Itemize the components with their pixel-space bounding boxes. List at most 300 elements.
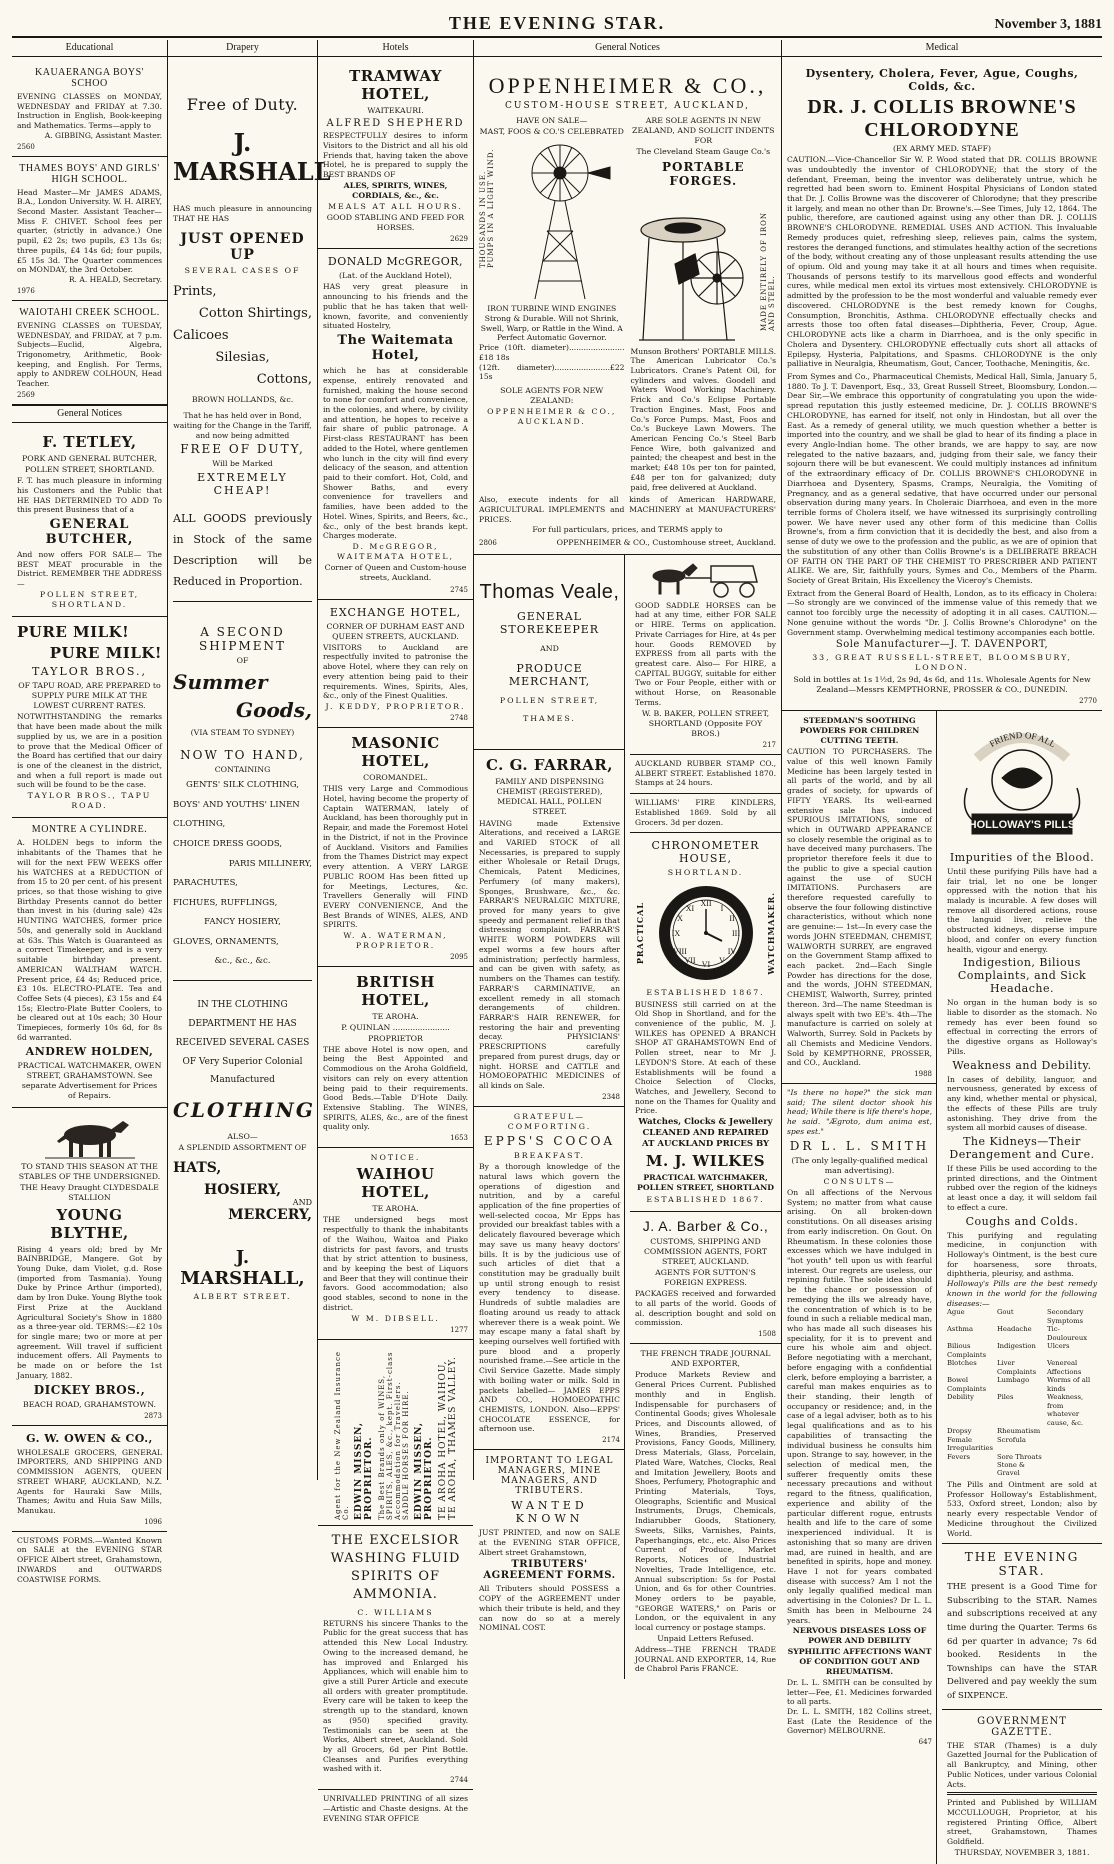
- ad-highlight: HATS,: [173, 1159, 222, 1176]
- ad-signature: TAYLOR BROS., TAPU ROAD.: [27, 791, 152, 811]
- goods-item: BOYS' AND YOUTHS' LINEN CLOTHING,: [173, 799, 300, 830]
- ad-address: POLLEN STREET, SHORTLAND.: [39, 589, 140, 609]
- newspaper-title: THE EVENING STAR.: [448, 13, 666, 33]
- column-heading: Hotels: [318, 40, 473, 57]
- disease-item: Ague: [947, 1308, 965, 1317]
- ad-text: MEALS AT ALL HOURS.: [328, 201, 463, 211]
- fabric-item: Cotton Shirtings,: [198, 305, 312, 321]
- ad-body: By a thorough knowledge of the natural laws which govern the operations of digestion and nutrition, and by a careful application of the fine properties of well-selected cocoa, Mr Epps has provided our breakfast tables with a delicately flavoured beverage which may save us many heavy doctors' bills. It is by the judicious use of such articles of diet that a constitution may be gradually built up until strong enough to resist every tendency to disease. Hundreds of subtle maladies are floating around us ready to attack wherever there is a weak point. We may escape many a fatal shaft by keeping ourselves well fortified with pure blood and a properly nourished frame.—See article in the Civil Service Gazette. Made simply with boiling water or milk. Sold in packets labelled— JAMES EPPS AND CO., HOMOEOPATHIC CHEMISTS, LONDON. Also—EPPS' CHOCOLATE ESSENCE, for afternoon use.: [479, 1162, 620, 1434]
- ad-text: GOOD STABLING AND FEED FOR HORSES.: [326, 213, 465, 233]
- ad-body: CUSTOMS FORMS.—Wanted Known on SALE at the EVENING STAR OFFICE Albert street, Grahamstown, INWARDS and OUTWARDS COASTWISE FORMS.: [17, 1535, 162, 1584]
- ad-body: F. T. has much pleasure in informing his Customers and the Public that HE HAS DETERMINED TO ADD To this present Business that of a: [17, 476, 162, 515]
- ad-number: 1976: [17, 286, 35, 295]
- ad-signature: A. GIBBING, Assistant Master.: [44, 130, 162, 140]
- ad-body: which he has at considerable expense, entirely renovated and furnished, making the house second to none for comfort and convenience, in the colonies, and where, by civility and attention, he hopes to receive a fair share of public patronage. A First-class RESTAURANT has been added to the Hotel, where gentlemen who lunch in the city will find every delicacy of the season, and attention paid to their comfort. Hot, Cold, and Shower Baths, and every convenience for travellers and families, have been added to the Hotel. Wines, Spirits, and Beers, &c., &c., only of the best brands kept. Charges moderate.: [323, 366, 468, 541]
- ad-address: BEACH ROAD, GRAHAMSTOWN.: [22, 1399, 156, 1409]
- disease-item: Female Irregularities: [947, 1435, 993, 1453]
- ad-highlight: The Waitemata Hotel,: [337, 333, 454, 364]
- ad-text: AGENTS FOR SUTTON'S FOREIGN EXPRESS.: [655, 1268, 756, 1288]
- disease-item: Liver Complaints: [997, 1359, 1037, 1376]
- ad-body: On all affections of the Nervous System; no matter from what cause arising. On all broken-down constitutions. On all diseases arising from early indiscretion. On Gout. On Rheumatism. In these colonies those excesses which we have indulged in "hot youth" tell upon us with fearful interest. Our regrets are useless, our repining futile. The sole idea should be the chance or possession of remedying the ills we already have, the concentration of which is to be found in such a reliable medical man, who has made all such diseases his speciality, for it is to prevent and cure his whole aim and object. Before negotiating with a merchant, before engaging with a confidential clerk, before employing a barrister, a careful man makes enquiries as to their standing, their length of occupancy or residence; and, in the case of a legal adviser, both as to his legal qualifications and as to his capabilities of transacting the individual business he consults him upon. Strange to say, however, in the selection of medical men, the sufferer frequently omits these necessary precautions and without regard to the fitness, qualification, experience and ability of the particular different rogue, entrusts health and life to the care of some inexperienced individual. It is astonishing that so many are driven mad, are ruined in health, and are benefited in spirits, hope and money. Have I not for years combated disease with success? Am I not the only legally qualified medical man advertising in the Colonies? Dr L. L. Smith has been in Melbourne 24 years.: [787, 1187, 932, 1625]
- ad-heading: THE EVENING STAR.: [964, 1550, 1080, 1579]
- ad-number: 2348: [602, 1092, 620, 1101]
- ad-subheading: PRACTICAL WATCHMAKER, POLLEN STREET, SHORTLAND: [637, 1173, 774, 1193]
- ad-waitemata-hotel: [318, 249, 473, 599]
- ad-body: If these Pills be used according to the printed directions, and the Ointment rubbed over the region of the kidneys at least once a day, it will seldom fail to effect a cure.: [947, 1163, 1097, 1212]
- ad-text: OF TAPU ROAD, ARE PREPARED to SUPPLY PURE MILK AT THE LOWEST CURRENT RATES.: [18, 681, 161, 711]
- ad-highlight: ALES, SPIRITS, WINES, CORDIALS, &c., &c.: [343, 180, 448, 200]
- disease-item: Ulcers: [1047, 1342, 1070, 1351]
- ad-body: HAS much pleasure in announcing THAT HE HAS: [173, 204, 312, 223]
- rotated-text: WATCHMAKER.: [766, 892, 776, 975]
- ad-merchant-name: J. MARSHALL: [173, 128, 331, 186]
- ad-notice: NOTICE.: [370, 1153, 421, 1163]
- svg-text:VI: VI: [701, 960, 710, 970]
- ad-proprietor: P. QUINLAN ....................... PROPRIETOR: [341, 1023, 450, 1043]
- ad-body: THE undersigned begs most respectfully to thank the inhabitants of the Waihou, Waitoa and Piako districts for past favors, and trusts that by strict attention to business, and by keeping the best of Liquors and Beer that they will continue their favors. Good accommodation; also good stables, second to none in the district.: [323, 1215, 468, 1312]
- disease-list: [947, 1308, 1097, 1478]
- ad-body: JUST PRINTED, and now on SALE at the EVENING STAR OFFICE, Albert street Grahamstown,: [479, 1528, 620, 1557]
- ad-text: CONSULTS—: [823, 1176, 896, 1186]
- forge-illustration: [635, 194, 755, 344]
- disease-item: Fevers: [947, 1452, 970, 1461]
- ad-text: MAST, FOOS & CO.'S CELEBRATED: [479, 127, 624, 137]
- ad-tagline: Dysentery, Cholera, Fever, Ague, Coughs, Colds, &c.: [805, 67, 1079, 93]
- goods-item: FICHUES, RUFFLINGS,: [173, 897, 278, 908]
- ad-fire-kindlers: [630, 794, 781, 833]
- column-general-notices: [474, 40, 782, 1674]
- ad-body: CAUTION.—Vice-Chancellor Sir W. P. Wood stated that DR. COLLIS BROWNE was undoubtedly the inventor of CHLORODYNE; that the story of the defendant, Freeman, being the inventor was deliberately untrue, which he regretted had been sworn to. Eminent Hospital Physicians of London stated that Dr. J. Collis Browne was the discoverer of Chlorodyne; that they prescribe it largely, and mean no other than Dr. Browne's.—See Times, July 12, 1864. The public, therefore, are cautioned against using any other than DR. J. COLLIS BROWNE'S CHLORODYNE. REMEDIAL USES AND ACTION. This Invaluable Remedy produces quiet, refreshing sleep, relieves pain, calms the system, restores the deranged functions, and stimulates healthy action of the secretions of the body, without creating any of those unpleasant results attending the use of opium. Old and young may take it at all hours and times when requisite. Thousands of persons testify to its marvellous good effects and wonderful cures, while medical men extol its virtues most extensively. CHLORODYNE is admitted by the profession to be the most wonderful and valuable remedy ever discovered. CHLORODYNE is the best remedy known for Coughs, Consumption, Bronchitis, Asthma. CHLORODYNE effectually checks and arrests those too often fatal diseases—Diphtheria, Fever, Croup, Ague. CHLORODYNE acts like a charm in Diarrhoea, and is the only specific in Cholera and Dysentery. CHLORODYNE effectually cuts short all attacks of Epilepsy, Hysteria, Palpitations, and Spasms. CHLORODYNE is the only palliative in Neuralgia, Rheumatism, Gout, Cancer, Toothache, Meningitis, &c.: [787, 155, 1097, 369]
- column-educational: [12, 40, 168, 1584]
- ad-young-blythe: [12, 1108, 167, 1426]
- ad-subheading: GENERAL STOREKEEPER: [499, 609, 600, 636]
- ad-body: NOTWITHSTANDING the remarks that have been made about the milk supplied by us, we are in a position to prove that the Medical Officer of the Board has certified that our dairy is one of the cleanest in the district, and when a full report is made out such will be found to be the case.: [17, 712, 162, 790]
- ad-heading: Free of Duty.: [186, 95, 299, 114]
- ad-body: THE above Hotel is now open, and being the Best Appointed and Commodious on the Aroha Goldfield, visitors can rely on every attention being paid to their requirements. Good Beds.—Table D'Hote Daily. Extensive Stabling. The WINES, SPIRITS, ALES, &c., are of the finest quality only.: [323, 1044, 468, 1132]
- ad-subheading: (Lat. of the Auckland Hotel),: [339, 271, 452, 281]
- disease-item: Sore Throats: [997, 1452, 1042, 1461]
- ad-highlight: MERCERY,: [228, 1206, 312, 1223]
- ad-heading: STEEDMAN'S SOOTHING POWDERS FOR CHILDREN CUTTING TEETH.: [799, 715, 920, 746]
- ad-location: TE AROHA.: [372, 1204, 419, 1214]
- ad-number: 1096: [144, 1517, 162, 1526]
- ad-heading: Impurities of the Blood.: [949, 850, 1095, 864]
- ad-body: All Tributers should POSSESS a COPY of the AGREEMENT under which their tribute is held, and they can now do so at a merely NOMINAL COST.: [479, 1584, 620, 1633]
- ad-subheading: (EX ARMY MED. STAFF): [892, 144, 992, 153]
- svg-text:III: III: [731, 929, 740, 939]
- ad-heading: A SECOND SHIPMENT: [198, 625, 287, 653]
- svg-text:V: V: [718, 956, 725, 966]
- ad-number: 2629: [450, 235, 468, 244]
- fabric-item: Silesias,: [215, 349, 270, 365]
- ad-holloways-pills: [942, 711, 1102, 1544]
- ad-text: For full particulars, prices, and TERMS apply to: [532, 525, 723, 535]
- ad-body: RETURNS his sincere Thanks to the Public for the great success that has attended this New Local Industry. Owing to the increased demand, he has improved and Enlarged his Appliances, which will enable him to give a still Purer Article and execute all orders with greater promptitude. Every care will be taken to keep the strength up to the standard, known as (950) specified gravity. Testimonials can be seen at the Works, Albert street, Auckland. Sold by all Grocers, 6d per Pint Bottle. Cleanses and Purifies everything washed with it.: [323, 1618, 468, 1774]
- column-heading: Educational: [12, 40, 167, 57]
- ad-highlight: NERVOUS DISEASES LOSS OF POWER AND DEBILITY SYPHILITIC AFFECTIONS WANT OF CONDITION GOUT AND RHEUMATISM.: [787, 1626, 932, 1676]
- ad-heading: Weakness and Debility.: [952, 1058, 1092, 1072]
- ad-signature: OPPENHEIMER & CO., Customhouse street, Auckland.: [556, 537, 776, 547]
- ad-barber-co: [630, 1212, 781, 1345]
- medical-left: [782, 711, 937, 1864]
- ad-heading: OPPENHEIMER & CO.,: [488, 73, 767, 98]
- ad-heading: WAIOTAHI CREEK SCHOOL.: [19, 306, 160, 318]
- ad-body: AUCKLAND RUBBER STAMP CO., ALBERT STREET. Established 1870. Stamps at 24 hours.: [635, 758, 776, 788]
- ad-body: UNRIVALLED PRINTING of all sizes —Artistic and Chaste designs. At the EVENING STAR OFFICE: [323, 1794, 468, 1823]
- ad-text: The Cleveland Steam Gauge Co.'s: [636, 147, 771, 157]
- ad-address: POLLEN STREET, SHORTLAND.: [24, 464, 155, 474]
- ad-number: 2174: [602, 1436, 620, 1445]
- ad-subheading: CUSTOMS, SHIPPING AND COMMISSION AGENTS, FORT STREET, AUCKLAND.: [643, 1236, 768, 1266]
- column-heading: Medical: [782, 40, 1102, 57]
- ad-number: 2744: [450, 1776, 468, 1785]
- ad-baker-horses: [630, 555, 781, 755]
- ad-heading: BRITISH HOTEL,: [356, 973, 435, 1010]
- disease-item: Dropsy: [947, 1427, 972, 1436]
- ad-body: And now offers FOR SALE— The BEST MEAT procurable in the District. REMEMBER THE ADDRESS—: [17, 549, 162, 589]
- ad-text: Holloway's Pills are the best remedy known in the world for the following diseases:—: [947, 1279, 1097, 1308]
- ad-subheading: TAYLOR BROS.,: [31, 665, 148, 679]
- fabric-list: [173, 281, 312, 391]
- disease-item: Lumbago: [997, 1376, 1030, 1385]
- disease-item: Scrofula: [997, 1435, 1026, 1444]
- divider: [173, 980, 312, 981]
- ad-heading: KAUAERANGA BOYS' SCHOO: [35, 67, 144, 89]
- horse-illustration: [45, 1115, 135, 1159]
- ad-waiotahi-school: [12, 301, 167, 405]
- ad-signature: W M. DIBSELL.: [351, 1313, 440, 1323]
- ad-heading: F. TETLEY,: [42, 432, 137, 451]
- ad-body: Extract from the General Board of Health, London, as to its efficacy in Cholera:—So strongly are we convinced of the immense value of this remedy that we cannot too forcibly urge the necessity of adopting it in all cases. CAUTION.—None genuine without the words "Dr. J. Collis Browne's Chlorodyne" on the Government stamp. Overwhelming medical testimony accompanies each bottle.: [787, 588, 1097, 637]
- masthead-left: [12, 33, 272, 36]
- ad-signature: D. McGREGOR, WAITEMATA HOTEL,: [336, 542, 455, 562]
- ad-body: ALL GOODS previously in Stock of the same Description will be Reduced in Proportion.: [173, 512, 312, 589]
- fabric-item: Prints,: [173, 283, 217, 299]
- rotated-text: EDWIN MISSEN, PROPRIETOR.: [353, 1421, 374, 1520]
- ad-exchange-hotel: [318, 600, 473, 729]
- imprint-date: THURSDAY, NOVEMBER 3, 1881.: [954, 1847, 1090, 1857]
- ad-body: PACKAGES received and forwarded to all parts of the world. Goods of al. description bought and sold on commission.: [635, 1289, 776, 1328]
- ad-heading: CHRONOMETER HOUSE,: [651, 839, 760, 866]
- ad-chronometer-house: [630, 833, 781, 1211]
- ad-number: 647: [918, 1738, 932, 1747]
- ad-heading: MASONIC HOTEL,: [351, 734, 440, 771]
- ad-text: HAVE ON SALE—: [516, 116, 588, 125]
- ad-heading: The Kidneys—Their Derangement and Cure.: [949, 1134, 1095, 1161]
- ad-marshall-summer-goods: [168, 605, 317, 977]
- ad-text: ARE SOLE AGENTS IN NEW ZEALAND, AND SOLICIT INDENTS FOR: [632, 116, 775, 146]
- ad-text: SEVERAL CASES OF: [184, 266, 301, 276]
- column-heading: General Notices: [474, 40, 781, 57]
- ad-text: A SPLENDID ASSORTMENT OF: [178, 1143, 307, 1153]
- ad-location: SHORTLAND.: [667, 868, 744, 878]
- ad-number: 2748: [450, 714, 468, 723]
- svg-text:XII: XII: [699, 899, 712, 909]
- ad-number: 2770: [1079, 696, 1097, 705]
- ad-text: OPPENHEIMER & CO., AUCKLAND.: [487, 407, 617, 427]
- section-heading: General Notices: [12, 405, 167, 423]
- medical-right: [943, 711, 1102, 1864]
- ad-body: Dr. L. L. SMITH can be consulted by letter—Fee, £1. Medicines forwarded to all parts.: [787, 1677, 932, 1707]
- imprint: Printed and Published by WILLIAM MCCULLOUGH, Proprietor, at his registered Printing Office, Albert street, Grahamstown, Thames Goldfield.: [947, 1798, 1097, 1847]
- ad-body: HAVING made Extensive Alterations, and received a LARGE and VARIED STOCK of all Necessaries, is prepared to supply either Wholesale or Retail Drugs, Chemicals, Patent Medicines, Perfumery (of many makers), Sponges, Brushware, &c., &c. FARRAR'S NEURALGIC MIXTURE, proved for many years to give speedy and permanent relief in that distressing complaint. FARRAR'S WHITE WORM POWDERS will expel worms a few hours after administration; perfectly harmless, and can be given with safety, as numbers on the Thames can testify. FARRAR'S CARMINATIVE, an excellent remedy in all stomach derangements of children. FARRAR'S HAIR RENEWER, for restoring the hair and preventing decay. PHYSICIANS' PRESCRIPTIONS carefully prepared from purest drugs, day or night. HORSE and CATTLE and HOMOEOPATHIC MEDICINES of all kinds on Sale.: [479, 818, 620, 1090]
- ad-signature: R. A. HEALD, Secretary.: [68, 275, 162, 285]
- svg-text:I: I: [720, 904, 723, 914]
- ad-location: COROMANDEL.: [363, 773, 428, 783]
- ad-number: 1277: [450, 1325, 468, 1334]
- disease-item: Rheumatism: [997, 1427, 1041, 1436]
- ad-body: Munson Brothers' PORTABLE MILLS. The American Lubricator Co.'s Lubricators. Crane's Patent Oil, for cylinders and valves. Goodell and Waters Wood Working Machinery. Frick and Co.'s Eclipse Portable Traction Engines. Mast, Foos and Co.'s Force Pumps. Mast, Foos and Co.'s Buckeye Lawn Mowers. The American Fencing Co.'s Steel Barb Fence Wire, both galvanized and painted; the cheapest and best in the market; £48 10s per ton for painted, £48 per ton for galvanized; duty paid, free delivered at Auckland.: [630, 346, 776, 492]
- ad-farrar-chemist: [474, 750, 625, 1107]
- svg-text:VII: VII: [683, 956, 696, 966]
- ad-british-hotel: [318, 967, 473, 1148]
- ad-body: Produce Markets Review and General Prices Current. Published monthly and in English. Indispensable for purchasers of Continental Goods; gives Wholesale Prices, and Discounts allowed, of Wines, Brandies, Preserved Provisions, Fancy Goods, Millinery, Dress Materials, Glass, Porcelain, Plated Ware, Watches, Clocks, Real and Imitation Jewellery, Boots and Shoes, Perfumery, Photographic and Printing Materials, Toys, Oleographs, Scientific and Musical Instruments, Drugs, Chemicals, Indiarubber Goods, Stationery, Sweets, Silks, Varnishes, Paints, Paperhangings, etc., etc. Also Prices Current of Produce, Market Reports, Notices of Industrial Novelties, Trade Intelligence, etc. Annual subscription: 5s for Postal Union, and 6s for other Countries. Money orders to be payable, "GEORGE WATERS," on Paris or London, or the equivalent in any local currency or postage stamps.: [635, 1370, 776, 1633]
- ad-heading: GRATEFUL—COMFORTING.: [507, 1111, 592, 1131]
- holloway-emblem-illustration: [947, 718, 1097, 848]
- ad-number: 217: [762, 740, 776, 749]
- ad-location: THAMES.: [523, 713, 576, 723]
- ad-body: EVENING CLASSES on TUESDAY, WEDNESDAY, and FRIDAY, at 7 p.m. Subjects—Euclid, Algebra, Trigonometry, Arithmetic, Book-keeping, and English. For Terms, apply to ANDREW COLHOUN, Head Teacher.: [17, 320, 162, 389]
- ad-signature: J. KEDDY, PROPRIETOR.: [325, 702, 466, 712]
- column-medical: [782, 40, 1102, 1857]
- ad-body: A. HOLDEN begs to inform the inhabitants of the Thames that he will for the next FEW WEEKS offer his WATCHES at a REDUCTION of from 15 to 20 per cent. of his present prices, so that those wishing to give Birthday Presents cannot do better than invest in his (during sale) 42s HUNTING WATCHES, former price 50s, and generally sold in Auckland at 63s. This Watch is Guaranteed as a correct Timekeeper, and is a very suitable birthday present. AMERICAN WALTHAM WATCH. Present price, £4 4s; Reduced price, £3 10s. ELECTRO-PLATE. Tea and Coffee Sets (4 pieces), £3 15s and £4 15s; Electro-Plate Butter Coolers, to be cleared out at 10s each; 30 Hour Timepieces, formerly 10s 6d, for 8s 6d warranted.: [17, 838, 162, 1042]
- ad-subheading: (The only legally-qualified medical man advertising).: [791, 1155, 928, 1175]
- emblem-arc-text: FRIEND OF ALL: [987, 729, 1058, 750]
- rotated-text: The Best Brands only of WINES, SPIRITS, ALES, &c., kept. First-class Accommodation for Travellers. SADDLE HORSES FOR HIRE.: [377, 1351, 410, 1520]
- ad-printing: [318, 1790, 473, 1828]
- ad-body: THE present is a Good Time for Subscribing to the STAR. Names and subscriptions received at any time during the Quarter. Terms 6s 6d per quarter in advance; 7s 6d booked. Residents in the Townships can have the STAR Delivered and pay weekly the sum of SIXPENCE.: [947, 1582, 1097, 1702]
- disease-item: Gout: [997, 1308, 1014, 1317]
- ad-evening-star-subscriptions: [942, 1544, 1102, 1709]
- ad-number: 1653: [450, 1134, 468, 1143]
- ad-tetley-butcher: [12, 427, 167, 617]
- ad-address: ALBERT STREET.: [193, 1291, 292, 1301]
- svg-text:VIII: VIII: [672, 947, 687, 957]
- disease-item: Bowel Complaints: [947, 1376, 987, 1393]
- ad-text: ESTABLISHED 1867.: [646, 1194, 765, 1204]
- ad-rubber-stamp: [630, 755, 781, 794]
- ad-number: 1988: [914, 1069, 932, 1078]
- ad-body: HAS very great pleasure in announcing to his friends and the public that he has taken that well-known, favorite, and conveniently situated Hostelry,: [323, 282, 468, 331]
- ad-body: CAUTION TO PURCHASERS. The value of this well known Family Medicine has been largely tested in all parts of the world, and by all grades of society, for upwards of FIFTY YEARS. Its well-earned extensive sale has induced SPURIOUS IMITATIONS, some of which in OUTWARD APPEARANCE so closely resemble the original as to have deceived many purchasers. The proprietor therefore feels it due to the public to give a special caution against the use of SUCH IMITATIONS. Purchasers are therefore requested carefully to observe the four following distinctive characteristics, without which none are genuine:— 1st—In every case the words JOHN STEEDMAN, CHEMIST, WALWORTH SURREY, are engraved on the Government Stamp affixed to each packet. 2nd—Each Single Powder has directions for the dose, and the words, JOHN STEEDMAN, CHEMIST, Walworth, Surrey, printed thereon. 3rd—The name Steedman is always spelt with two EE's. 4th—The manufacture is carried on solely at Walworth, Surrey. Sold in Packets by all Chemists and Medicine Vendors. Sold by KEMPTHORNE, PROSSER, and CO., Auckland.: [787, 747, 932, 1068]
- issue-date: November 3, 1881: [994, 17, 1102, 32]
- ad-body: IN THE CLOTHING DEPARTMENT HE HAS RECEIVED SEVERAL CASES OF Very Superior Colonial Manufactured: [175, 999, 310, 1086]
- ad-french-trade-journal: [630, 1344, 781, 1679]
- ad-subheading: PORK AND GENERAL BUTCHER,: [22, 453, 157, 463]
- ad-body: The Pills and Ointment are sold at Professor Holloway's Establishment, 533, Oxford street, London; also by nearly every respectable Vendor of Medicine throughout the Civilized World.: [947, 1479, 1097, 1538]
- ad-body: In cases of debility, languor, and nervousness, generated by excess of any kind, whether mental or physical, the effects of these Pills are truly astonishing. They drive from the system all morbid causes of disease.: [947, 1074, 1097, 1133]
- ad-text: (VIA STEAM TO SYDNEY): [190, 728, 295, 738]
- ad-epps-cocoa: [474, 1107, 625, 1451]
- ad-number: 2569: [17, 390, 35, 399]
- masthead: [12, 14, 1102, 38]
- ad-text: ESTABLISHED 1867.: [646, 988, 765, 998]
- svg-text:XI: XI: [685, 904, 694, 914]
- ad-body: Head Master—Mr JAMES ADAMS, B.A., London University. W. H. AIREY, Second Master. Assistant Teacher—Miss F. CHIVET. School fees per quarter, (strictly in advance.) One pupil, £2 2s; two pupils, £3 13s 6s; three pupils, £4 14s 6d; four pupils, £5 15s 3d. The Quarter commences on MONDAY, the 3rd October.: [17, 187, 162, 275]
- ad-highlight: WANTED KNOWN: [511, 1499, 588, 1526]
- ad-subheading: BREAKFAST.: [514, 1150, 585, 1160]
- ad-heading: Coughs and Colds.: [965, 1214, 1079, 1228]
- ad-subheading: THE Heavy Draught CLYDESDALE STALLION: [20, 1183, 159, 1203]
- ad-heading: THE FRENCH TRADE JOURNAL AND EXPORTER,: [640, 1349, 771, 1369]
- goods-item: PARACHUTES,: [173, 878, 238, 889]
- ad-highlight: HOSIERY,: [203, 1181, 282, 1198]
- ad-highlight: PORTABLE FORGES.: [661, 159, 745, 188]
- ad-heading: C. G. FARRAR,: [485, 756, 613, 775]
- ad-heading: GOVERNMENT GAZETTE.: [977, 1715, 1067, 1738]
- disease-item: Indigestion: [997, 1342, 1036, 1351]
- ad-tributers-forms: [474, 1450, 625, 1638]
- goods-item: GENTS' SILK CLOTHING,: [185, 780, 300, 791]
- ad-heading: TRAMWAY HOTEL,: [349, 67, 442, 103]
- ad-verse: "Is there no hope?" the sick man said; The silent doctor shook his head; While there is life there's hope, he said. "Ægroto, dum anima est, spes est.": [787, 1087, 932, 1136]
- ad-collis-browne-chlorodyne: [782, 61, 1102, 711]
- ad-address: Corner of Queen and Custom-house streets, Auckland.: [324, 563, 467, 583]
- ad-body: RESPECTFULLY desires to inform Visitors to the District and all his old Friends that, having taken the above Hotel, he is prepared to supply the BEST BRANDS OF: [323, 131, 468, 179]
- ad-heading: WAIHOU HOTEL,: [356, 1165, 435, 1202]
- ad-body: Also, execute indents for all kinds of American HARDWARE, AGRICULTURAL IMPLEMENTS and MACHINERY at MANUFACTURERS' PRICES.: [479, 495, 776, 524]
- notices-left: [474, 555, 625, 1679]
- ad-heading: DR L. L. SMITH: [789, 1138, 930, 1153]
- ad-highlight: CLOTHING: [173, 1098, 315, 1123]
- ad-heading: MONTRE A CYLINDRE.: [31, 824, 148, 836]
- ad-text: BROWN HOLLANDS, &c.: [191, 395, 294, 405]
- ad-merchant-name: J. MARSHALL,: [180, 1246, 305, 1289]
- ad-body: Rising 4 years old; bred by Mr BAINBRIDGE, Mangere. Got by Young Duke, dam Violet, g.d. Rose (imported from Tasmania). Young Duke by Prince Arthur (imported), dam by Iron Duke. Young Blythe took First Prize at the Auckland Agricultural Society's Show in 1880 as a three-year old. TERMS:—£2 10s for single mare; two or more at per agreement. Will travel if sufficient inducement offers. All Payments to be made on or before the 1st January, 1882.: [17, 1244, 162, 1380]
- carriage-illustration: [641, 562, 771, 598]
- rotated-text: TE AROHA HOTEL, WAIHOU, TE AROHA, THAMES VALLEY.: [437, 1355, 458, 1520]
- ad-text: SOLE AGENTS FOR NEW ZEALAND:: [500, 386, 604, 406]
- ad-body: Until these purifying Pills have had a fair trial, let no one be longer oppressed with the notion that his malady is incurable. A few doses will remove all disordered actions, rouse the languid liver, relieve the obstructed kidneys, disperse impure blood, and confer on every function health, vigour and energy.: [947, 866, 1097, 954]
- columns: [12, 40, 1102, 1857]
- ad-steedman-powders: [782, 711, 937, 1084]
- ad-subheading: CUSTOM-HOUSE STREET, AUCKLAND,: [505, 101, 750, 111]
- svg-text:X: X: [676, 914, 683, 924]
- ad-body: IRON TURBINE WIND ENGINES Strong & Durable. Will not Shrink, Swell, Warp, or Rattle in the Wind. A Perfect Automatic Governor.: [480, 304, 623, 343]
- goods-list: [173, 776, 312, 971]
- ad-subheading: FAMILY AND DISPENSING CHEMIST (REGISTERED), MEDICAL HALL, POLLEN STREET.: [495, 777, 604, 817]
- ad-body: BUSINESS still carried on at the Old Shop in Shortland, and for the convenience of the public, M. J. WILKES has OPENED A BRANCH SHOP AT GRAHAMSTOWN End of Pollen street, near to Mr J. LEYDON'S Store. At each of these Establishments will be found a Choice Selection of Clocks, Watches, and Jewellery, Second to none on the Thames for Quality and Price.: [635, 999, 776, 1116]
- rotated-text: EDWIN MISSEN, PROPRIETOR.: [413, 1421, 434, 1520]
- ad-government-gazette: [942, 1710, 1102, 1864]
- ad-number: 2806: [479, 538, 497, 547]
- ad-body: THE STAR (Thames) is a duly Gazetted Journal for the Publication of all Bankruptcy, and Mining, other Public Notices, under various Colonial Acts.: [947, 1740, 1097, 1789]
- rotated-text: THOUSANDS IN USE.: [479, 171, 487, 269]
- ad-waihou-hotel: [318, 1148, 473, 1340]
- wind-engine-panel: [479, 115, 625, 492]
- disease-item: Piles: [997, 1393, 1014, 1402]
- ad-number: 2745: [450, 585, 468, 594]
- ad-tramway-hotel: [318, 61, 473, 249]
- windmill-illustration: [505, 141, 615, 301]
- ad-number: 2560: [17, 142, 35, 151]
- ad-subheading: NOW TO HAND,: [180, 748, 305, 763]
- ad-address: 33, GREAT RUSSELL-STREET, BLOOMSBURY, LONDON.: [812, 653, 1072, 673]
- ad-text: ALSO—: [227, 1132, 258, 1142]
- ad-address: Dr. L. L. SMITH, 182 Collins street, East (Late the Residence of the Governor) MELBOURNE.: [787, 1707, 932, 1736]
- goods-item: PARIS MILLINERY,: [228, 858, 312, 869]
- ad-excelsior-fluid: [318, 1526, 473, 1790]
- ad-body: GOOD SADDLE HORSES can be had at any time, either FOR SALE or HIRE. Terms on application. Private Carriages for Hire, at 4s per hour. Goods REMOVED by EXPRESS from all parts with the greatest care. Also— For HIRE, a CAPITAL BUGGY, suitable for either Two or Four People, either with or without Horse, on Reasonable Terms.: [635, 600, 776, 707]
- ad-highlight: GENERAL BUTCHER,: [45, 516, 134, 547]
- ad-location: TE AROHA.: [372, 1012, 419, 1022]
- price-line: Price (10ft. diameter).......................£18 18s: [479, 343, 625, 362]
- ad-heading: DR. J. COLLIS BROWNE'S CHLORODYNE: [807, 96, 1077, 141]
- ad-heading: PURE MILK!: [17, 623, 130, 642]
- ad-number: 1508: [758, 1330, 776, 1339]
- ad-marshall-clothing: [168, 984, 317, 1308]
- goods-item: &c., &c., &c.: [214, 956, 271, 967]
- ad-signature: C. WILLIAMS: [357, 1607, 434, 1617]
- disease-item: Secondary Symptoms: [1047, 1308, 1084, 1325]
- ad-heading: Thomas Veale,: [479, 580, 620, 603]
- ad-subheading: CORNER OF DURHAM EAST AND QUEEN STREETS, AUCKLAND.: [326, 621, 465, 641]
- ad-heading: EXCHANGE HOTEL,: [329, 605, 462, 619]
- ad-highlight: YOUNG BLYTHE,: [50, 1205, 129, 1242]
- ad-number: 2095: [450, 953, 468, 962]
- ad-signature: DICKEY BROS.,: [33, 1382, 146, 1397]
- disease-item: Venereal Affections: [1047, 1359, 1082, 1376]
- ad-signature: W. B. BAKER, POLLEN STREET, SHORTLAND (Opposite FOY BROS.): [641, 708, 770, 738]
- ad-oppenheimer: [474, 61, 781, 555]
- ad-body: That he has held over in Bond, waiting for the Change in the Tariff, and now being admitted: [173, 411, 312, 440]
- ad-address: POLLEN STREET,: [499, 695, 600, 705]
- disease-item: Asthma: [947, 1325, 974, 1334]
- ad-highlight: EXTREMELY CHEAP!: [197, 471, 288, 498]
- ad-highlight: TRIBUTERS' AGREEMENT FORMS.: [483, 1559, 616, 1582]
- divider: [173, 601, 312, 602]
- disease-item: Debility: [947, 1393, 974, 1402]
- goods-item: CHOICE DRESS GOODS,: [173, 839, 283, 850]
- ad-merchant-name: M. J. WILKES: [645, 1152, 766, 1171]
- ad-thames-high-school: [12, 157, 167, 301]
- forge-panel: [631, 115, 777, 492]
- disease-item: Tic-Douloureux: [1047, 1325, 1088, 1342]
- ad-heading: IMPORTANT TO LEGAL MANAGERS, MINE MANAGERS, AND TRIBUTERS.: [485, 1456, 614, 1497]
- ad-highlight: EPPS'S COCOA: [483, 1133, 616, 1148]
- ad-heading: THAMES BOYS' AND GIRLS' HIGH SCHOOL.: [19, 162, 160, 185]
- disease-item: Worms of all kinds: [1047, 1376, 1091, 1393]
- ad-location: WAITEKAURI.: [367, 106, 424, 115]
- price-line: (12ft. diameter).......................£22 15s: [479, 362, 625, 382]
- ad-body: THIS very Large and Commodious Hotel, having become the property of Captain WATERMAN, lately of Auckland, has been thoroughly put in Repair, and made the Foremost Hotel in the District, if not in the Province of Auckland. Visitors and Families from the Thames District may expect every attention. A VERY LARGE PUBLIC ROOM Has been fitted up for Meetings, Lectures, &c. Travellers Generally will FIND EVERY CONVENIENCE, And the Best Brands of WINES, ALES, AND SPIRITS.: [323, 784, 468, 930]
- fabric-item: Cottons,: [256, 371, 312, 387]
- ad-heading: THE EXCELSIOR WASHING FLUID SPIRITS OF AMMONIA.: [330, 1532, 461, 1603]
- ad-highlight: FREE OF DUTY,: [180, 442, 305, 457]
- ad-masonic-hotel: [318, 728, 473, 967]
- ad-highlight: Goods,: [236, 698, 312, 723]
- ad-text: AND: [292, 1197, 312, 1207]
- disease-item: Headache: [997, 1325, 1032, 1334]
- ad-address: Address—THE FRENCH TRADE JOURNAL AND EXPORTER, 14, Rue de Chabrol Paris FRANCE.: [635, 1644, 776, 1674]
- disease-item: Weakness, from whatever cause, &c.: [1047, 1393, 1084, 1427]
- ad-text: AND: [540, 643, 559, 653]
- ad-heading: DONALD McGREGOR,: [327, 255, 464, 269]
- ad-body: From Symes and Co., Pharmaceutical Chemists, Medical Hall, Simla, January 5, 1880. To J. T. Davenport, Esq., 33, Great Russell Street, Bloomsbury, London.—Dear Sir,—We embrace this opportunity of congratulating you upon the wide-spread reputation this justly esteemed medicine, Dr. J. COLLIS BROWNE'S CHLORODYNE, has earned for itself, not only in Hindostan, but all over the East. As a remedy of general utility, we much question whether a better is imported into the country, and we shall be glad to hear of its finding a place in every Anglo-Indian home. The other brands, we are happy to say, are now relegated to the native bazaars, and, judging from their sale, we fancy their sojourn there will be but evanescent. We could multiply instances ad infinitum of the extraordinary efficacy of Dr. COLLIS BROWNE'S CHLORODYNE in Diarrhoea and Dysentery, Spasms, Cramps, Neuralgia, the Vomiting of Pregnancy, and as a general sedative, that have occurred under our personal observation during many years. In Choleraic Diarrhoea, and even in the more terrible forms of Cholera itself, we have witnessed its surprisingly controlling power. We have never used any other form of this medicine than Collis Browne's, from a firm conviction that it is decidedly the best, and also from a sense of duty we owe to the profession and the public, as we are of opinion that the substitution of any other than Collis Browne's is a DELIBERATE BREACH OF FAITH ON THE PART OF THE CHEMIST TO PRESCRIBER AND PATIENT ALIKE. We are, Sir, faithfully yours, Symes and Co., Members of the Pharm. Society of Great Britain, His Excellency the Viceroy's Chemists.: [787, 371, 1097, 586]
- clock-face-icon: [656, 883, 756, 983]
- ad-highlight: JUST OPENED UP: [180, 231, 305, 264]
- divider: [947, 1792, 1097, 1795]
- ad-text: OF: [236, 656, 249, 665]
- svg-text:II: II: [728, 914, 735, 924]
- ad-customs-forms: [12, 1532, 167, 1590]
- ad-signature: W. A. WATERMAN, PROPRIETOR.: [343, 931, 448, 951]
- ad-body: No organ in the human body is so liable to disorder as the stomach. No remedy has ever been found so effectual in correcting the errors of the digestive organs as Holloway's Pills.: [947, 998, 1097, 1056]
- ad-heading: PURE MILK!: [49, 644, 162, 663]
- column-hotels: [318, 40, 474, 1823]
- ad-heading: Indigestion, Bilious Complaints, and Sick Headache.: [957, 956, 1087, 996]
- ad-number: 2873: [144, 1411, 162, 1420]
